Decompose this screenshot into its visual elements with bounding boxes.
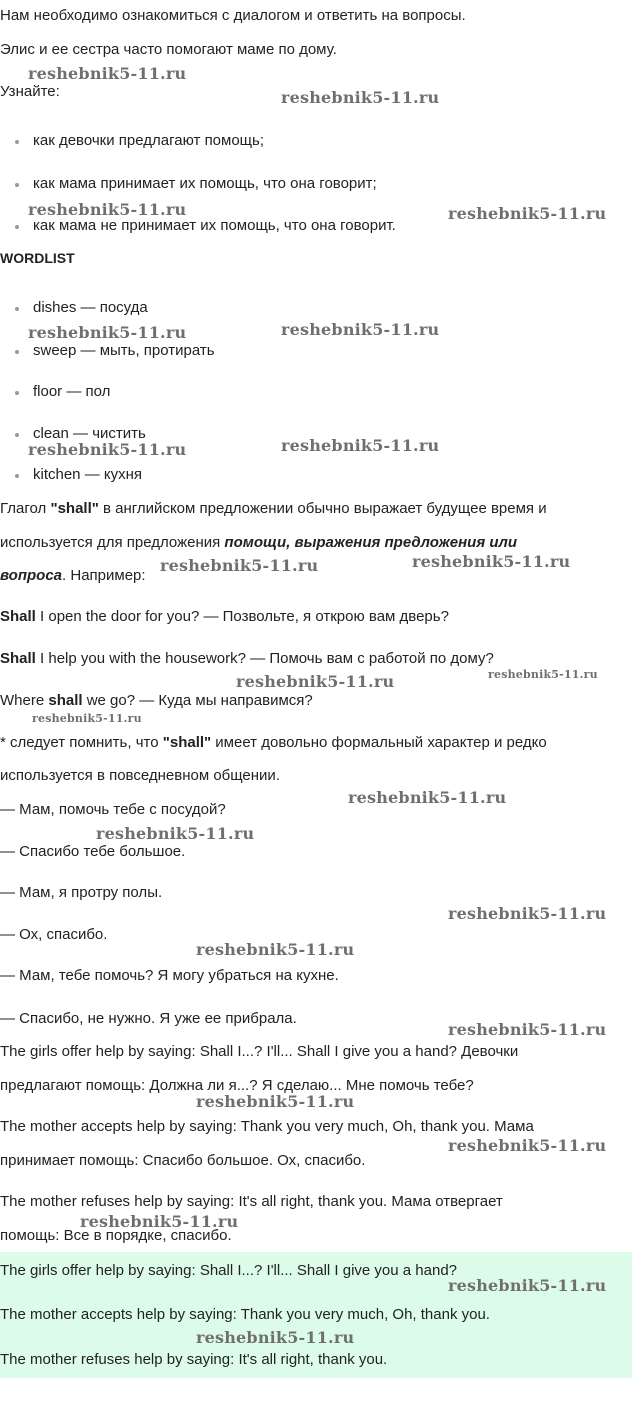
- dialog-line: — Ох, спасибо.: [0, 926, 108, 943]
- watermark: reshebnik5-11.ru: [28, 64, 187, 83]
- watermark: reshebnik5-11.ru: [196, 1092, 355, 1111]
- watermark: reshebnik5-11.ru: [412, 552, 571, 571]
- watermark: reshebnik5-11.ru: [28, 323, 187, 342]
- example-2: Shall I help you with the housework? — Помочь вам с работой по дому?: [0, 650, 494, 667]
- dialog-line: — Мам, помочь тебе с посудой?: [0, 801, 226, 818]
- question-item: как мама принимает их помощь, что она говорит;: [15, 174, 377, 194]
- watermark: reshebnik5-11.ru: [80, 1212, 239, 1231]
- watermark: reshebnik5-11.ru: [28, 200, 187, 219]
- watermark: reshebnik5-11.ru: [32, 712, 142, 725]
- refuse-line-2: помощь: Все в порядке, спасибо.: [0, 1227, 232, 1244]
- wordlist-item: clean — чистить: [15, 424, 146, 444]
- learn-label: Узнайте:: [0, 83, 60, 100]
- question-item: как девочки предлагают помощь;: [15, 131, 264, 151]
- watermark: reshebnik5-11.ru: [488, 668, 598, 681]
- watermark: reshebnik5-11.ru: [281, 88, 440, 107]
- answer-accept: The mother accepts help by saying: Thank you very much, Oh, thank you.: [0, 1306, 490, 1323]
- watermark: reshebnik5-11.ru: [448, 1020, 607, 1039]
- offer-line-1: The girls offer help by saying: Shall I...? I'll... Shall I give you a hand? Девочки: [0, 1043, 519, 1060]
- task-text: Нам необходимо ознакомиться с диалогом и ответить на вопросы.: [0, 7, 466, 24]
- wordlist-item: sweep — мыть, протирать: [15, 341, 215, 361]
- watermark: reshebnik5-11.ru: [96, 824, 255, 843]
- grammar-line-1: Глагол "shall" в английском предложении обычно выражает будущее время и: [0, 500, 547, 517]
- example-1: Shall I open the door for you? — Позвольте, я открою вам дверь?: [0, 608, 449, 625]
- example-3: Where shall we go? — Куда мы направимся?: [0, 692, 313, 709]
- watermark: reshebnik5-11.ru: [448, 1136, 607, 1155]
- wordlist-item: floor — пол: [15, 382, 110, 402]
- offer-line-2: предлагают помощь: Должна ли я...? Я сделаю... Мне помочь тебе?: [0, 1077, 474, 1094]
- wordlist-item: dishes — посуда: [15, 298, 148, 318]
- accept-line-2: принимает помощь: Спасибо большое. Ох, спасибо.: [0, 1152, 366, 1169]
- question-item: как мама не принимает их помощь, что она говорит.: [15, 216, 396, 236]
- answer-refuse: The mother refuses help by saying: It's all right, thank you.: [0, 1351, 388, 1368]
- watermark: reshebnik5-11.ru: [196, 940, 355, 959]
- context-text: Элис и ее сестра часто помогают маме по дому.: [0, 41, 337, 58]
- watermark: reshebnik5-11.ru: [448, 904, 607, 923]
- answer-offer: The girls offer help by saying: Shall I...? I'll... Shall I give you a hand?: [0, 1262, 458, 1279]
- note-line-1: * следует помнить, что "shall" имеет довольно формальный характер и редко: [0, 734, 547, 751]
- refuse-line-1: The mother refuses help by saying: It's all right, thank you. Мама отвергает: [0, 1193, 503, 1210]
- watermark: reshebnik5-11.ru: [236, 672, 395, 691]
- dialog-line: — Мам, тебе помочь? Я могу убраться на кухне.: [0, 967, 339, 984]
- watermark: reshebnik5-11.ru: [448, 1276, 607, 1295]
- wordlist-item: kitchen — кухня: [15, 465, 142, 485]
- watermark: reshebnik5-11.ru: [28, 440, 187, 459]
- dialog-line: — Мам, я протру полы.: [0, 884, 163, 901]
- watermark: reshebnik5-11.ru: [448, 204, 607, 223]
- grammar-line-3: вопроса. Например:: [0, 567, 146, 584]
- note-line-2: используется в повседневном общении.: [0, 767, 280, 784]
- dialog-line: — Спасибо, не нужно. Я уже ее прибрала.: [0, 1010, 297, 1027]
- watermark: reshebnik5-11.ru: [348, 788, 507, 807]
- dialog-line: — Спасибо тебе большое.: [0, 843, 186, 860]
- watermark: reshebnik5-11.ru: [281, 436, 440, 455]
- watermark: reshebnik5-11.ru: [196, 1328, 355, 1347]
- watermark: reshebnik5-11.ru: [281, 320, 440, 339]
- wordlist-heading: WORDLIST: [0, 250, 75, 266]
- accept-line-1: The mother accepts help by saying: Thank you very much, Oh, thank you. Мама: [0, 1118, 534, 1135]
- grammar-line-2: используется для предложения помощи, выражения предложения или: [0, 534, 518, 551]
- watermark: reshebnik5-11.ru: [160, 556, 319, 575]
